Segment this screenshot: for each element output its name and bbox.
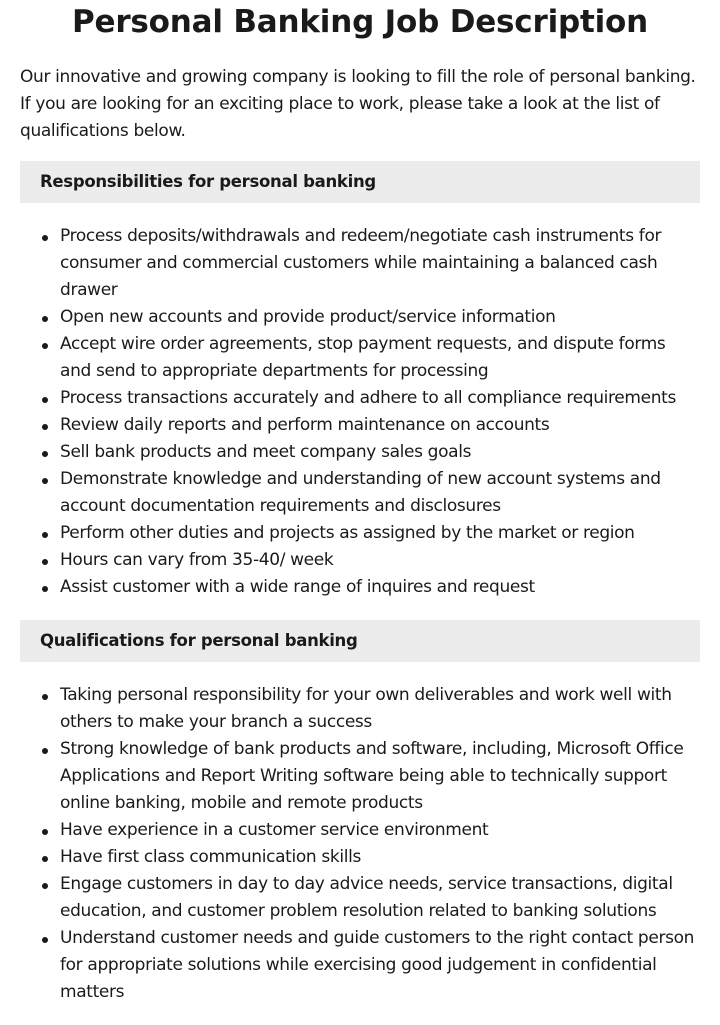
responsibility-item: Demonstrate knowledge and understanding of new account systems and account documentation requirements and disclosures	[20, 466, 700, 520]
qualification-item: Strong knowledge of bank products and software, including, Microsoft Office Applications and Report Writing software being able to technically support online banking, mobile and remote products	[20, 736, 700, 817]
qualifications-list	[20, 682, 700, 1006]
responsibilities-list	[20, 223, 700, 601]
qualification-item: Have first class communication skills	[20, 844, 700, 871]
responsibility-item: Perform other duties and projects as assigned by the market or region	[20, 520, 700, 547]
responsibility-item: Process transactions accurately and adhere to all compliance requirements	[20, 385, 700, 412]
responsibility-item: Review daily reports and perform maintenance on accounts	[20, 412, 700, 439]
responsibility-item: Sell bank products and meet company sales goals	[20, 439, 700, 466]
responsibility-item: Process deposits/withdrawals and redeem/negotiate cash instruments for consumer and commercial customers while maintaining a balanced cash drawer	[20, 223, 700, 304]
page-title: Personal Banking Job Description	[71, 4, 648, 40]
responsibilities-heading: Responsibilities for personal banking	[20, 161, 700, 203]
qualification-item: Engage customers in day to day advice needs, service transactions, digital education, and customer problem resolution related to banking solutions	[20, 871, 700, 925]
responsibility-item: Open new accounts and provide product/service information	[20, 304, 700, 331]
responsibility-item: Assist customer with a wide range of inquires and request	[20, 574, 700, 601]
responsibility-item: Accept wire order agreements, stop payment requests, and dispute forms and send to appropriate departments for processing	[20, 331, 700, 385]
qualifications-heading: Qualifications for personal banking	[20, 620, 700, 662]
qualification-item: Understand customer needs and guide customers to the right contact person for appropriate solutions while exercising good judgement in confidential matters	[20, 925, 700, 1006]
responsibility-item: Hours can vary from 35-40/ week	[20, 547, 700, 574]
qualification-item: Have experience in a customer service environment	[20, 817, 700, 844]
intro-paragraph: Our innovative and growing company is looking to fill the role of personal banking. If you are looking for an exciting place to work, please take a look at the list of qualifications below.	[20, 67, 696, 141]
qualification-item: Taking personal responsibility for your own deliverables and work well with others to make your branch a success	[20, 682, 700, 736]
